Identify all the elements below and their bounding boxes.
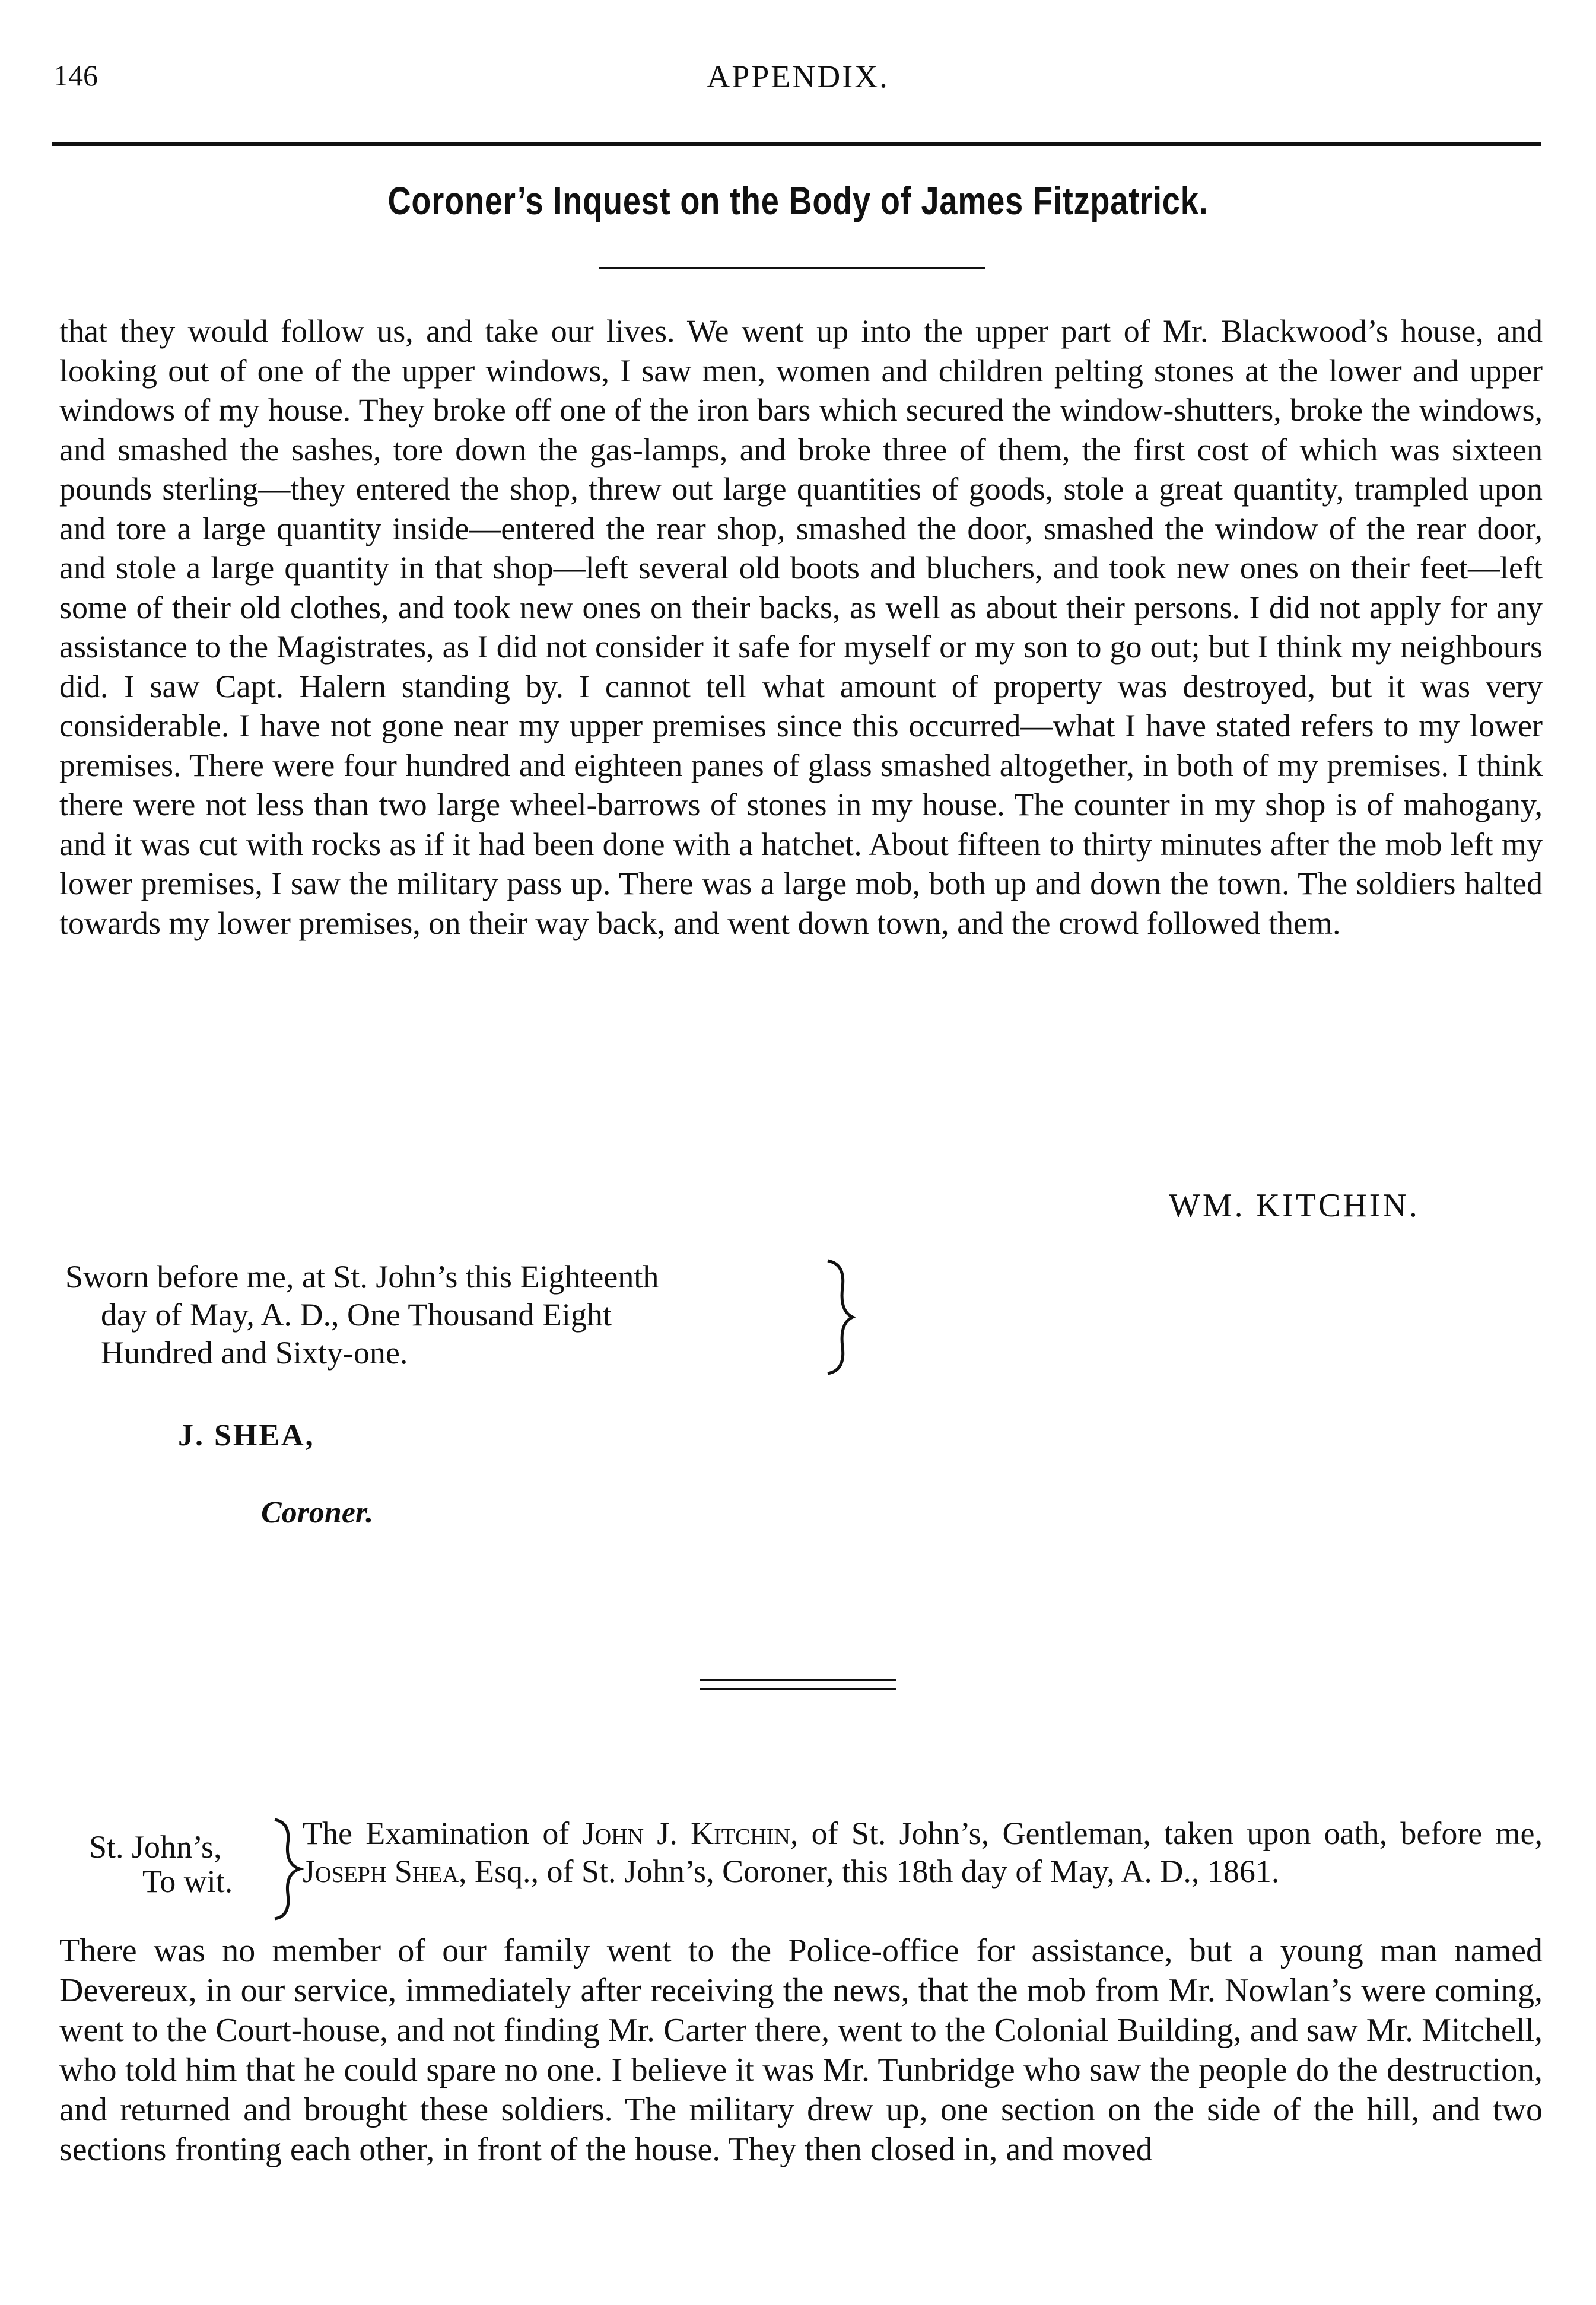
testimony-paragraph [59, 311, 1543, 943]
exam-text: The Examination of [303, 1816, 583, 1851]
venue-line: St. John’s, [89, 1829, 222, 1865]
jurat-line: Sworn before me, at St. John’s this Eighteenth [65, 1259, 659, 1295]
signature-name: WM. KITCHIN. [1169, 1187, 1420, 1224]
exam-text: , of St. John’s, Gentleman, taken upon oath, before me, [790, 1816, 1543, 1851]
coroner-name-inline: Joseph Shea [303, 1853, 459, 1889]
examination-paragraph [59, 1931, 1543, 2170]
header-rule [52, 142, 1541, 146]
jurat-line: Hundred and Sixty-one. [101, 1335, 408, 1371]
running-head: APPENDIX. [707, 59, 889, 94]
coroner-title: Coroner. [261, 1496, 374, 1530]
right-brace-icon [270, 1817, 306, 1921]
section-divider [700, 1679, 896, 1681]
right-brace-icon [822, 1258, 857, 1376]
exam-text: , Esq., of St. John’s, Coroner, this 18th day of May, A. D., 1861. [459, 1853, 1280, 1889]
examination-text: There was no member of our family went to the Police-office for assistance, but a young man named Devereux, in our service, immediately after receiving the news, that the mob from Mr. Nowlan’s were coming, went to the Court-house, and not finding Mr. Carter there, went to the Colonial Building, and saw Mr. Mitchell, who told him that he could spare no one. I believe it was Mr. Tunbridge who saw the people do the destruction, and returned and brought these soldiers. The military drew up, one section on the side of the hill, and two sections fronting each other, in front of the house. They then closed in, and moved [59, 1932, 1543, 2168]
examinee-name: John J. Kitchin [582, 1816, 790, 1851]
jurat-block [65, 1258, 831, 1372]
section-title: Coroner’s Inquest on the Body of James Fitzpatrick. [387, 179, 1209, 222]
page-number: 146 [53, 59, 98, 92]
jurat-line: day of May, A. D., One Thousand Eight [101, 1297, 612, 1333]
examination-caption [303, 1814, 1543, 1890]
testimony-text: that they would follow us, and take our lives. We went up into the upper part of Mr. Blackwood’s house, and looking out of one of the upper windows, I saw men, women and children pelting stones at the lower and upper windows of my house. They broke off one of the iron bars which secured the window-shutters, broke the windows, and smashed the sashes, tore down the gas-lamps, and broke three of them, the first cost of which was sixteen pounds sterling—they entered the shop, threw out large quantities of goods, stole a great quantity, trampled upon and tore a large quantity inside—entered the rear shop, smashed the door, smashed the window of the rear door, and stole a large quantity in that shop—left several old boots and bluchers, and took new ones on their feet—left some of their old clothes, and took new ones on their backs, as well as about their persons. I did not apply for any assistance to the Magistrates, as I did not consider it safe for myself or my son to go out; but I think my neighbours did. I saw Capt. Halern standing by. I cannot tell what amount of property was destroyed, but it was very considerable. I have not gone near my upper premises since this occurred—what I have stated refers to my lower premises. There were four hundred and eighteen panes of glass smashed altogether, in both of my premises. I think there were not less than two large wheel-barrows of stones in my house. The counter in my shop is of mahogany, and it was cut with rocks as if it had been done with a hatchet. About fifteen to thirty minutes after the mob left my lower premises, I saw the military pass up. There was a large mob, both up and down the town. The soldiers halted towards my lower premises, on their way back, and went down town, and the crowd followed them. [59, 313, 1543, 941]
section-divider [700, 1688, 896, 1690]
title-rule [599, 267, 985, 269]
coroner-name: J. SHEA, [178, 1419, 315, 1452]
venue-line: To wit. [142, 1864, 233, 1899]
